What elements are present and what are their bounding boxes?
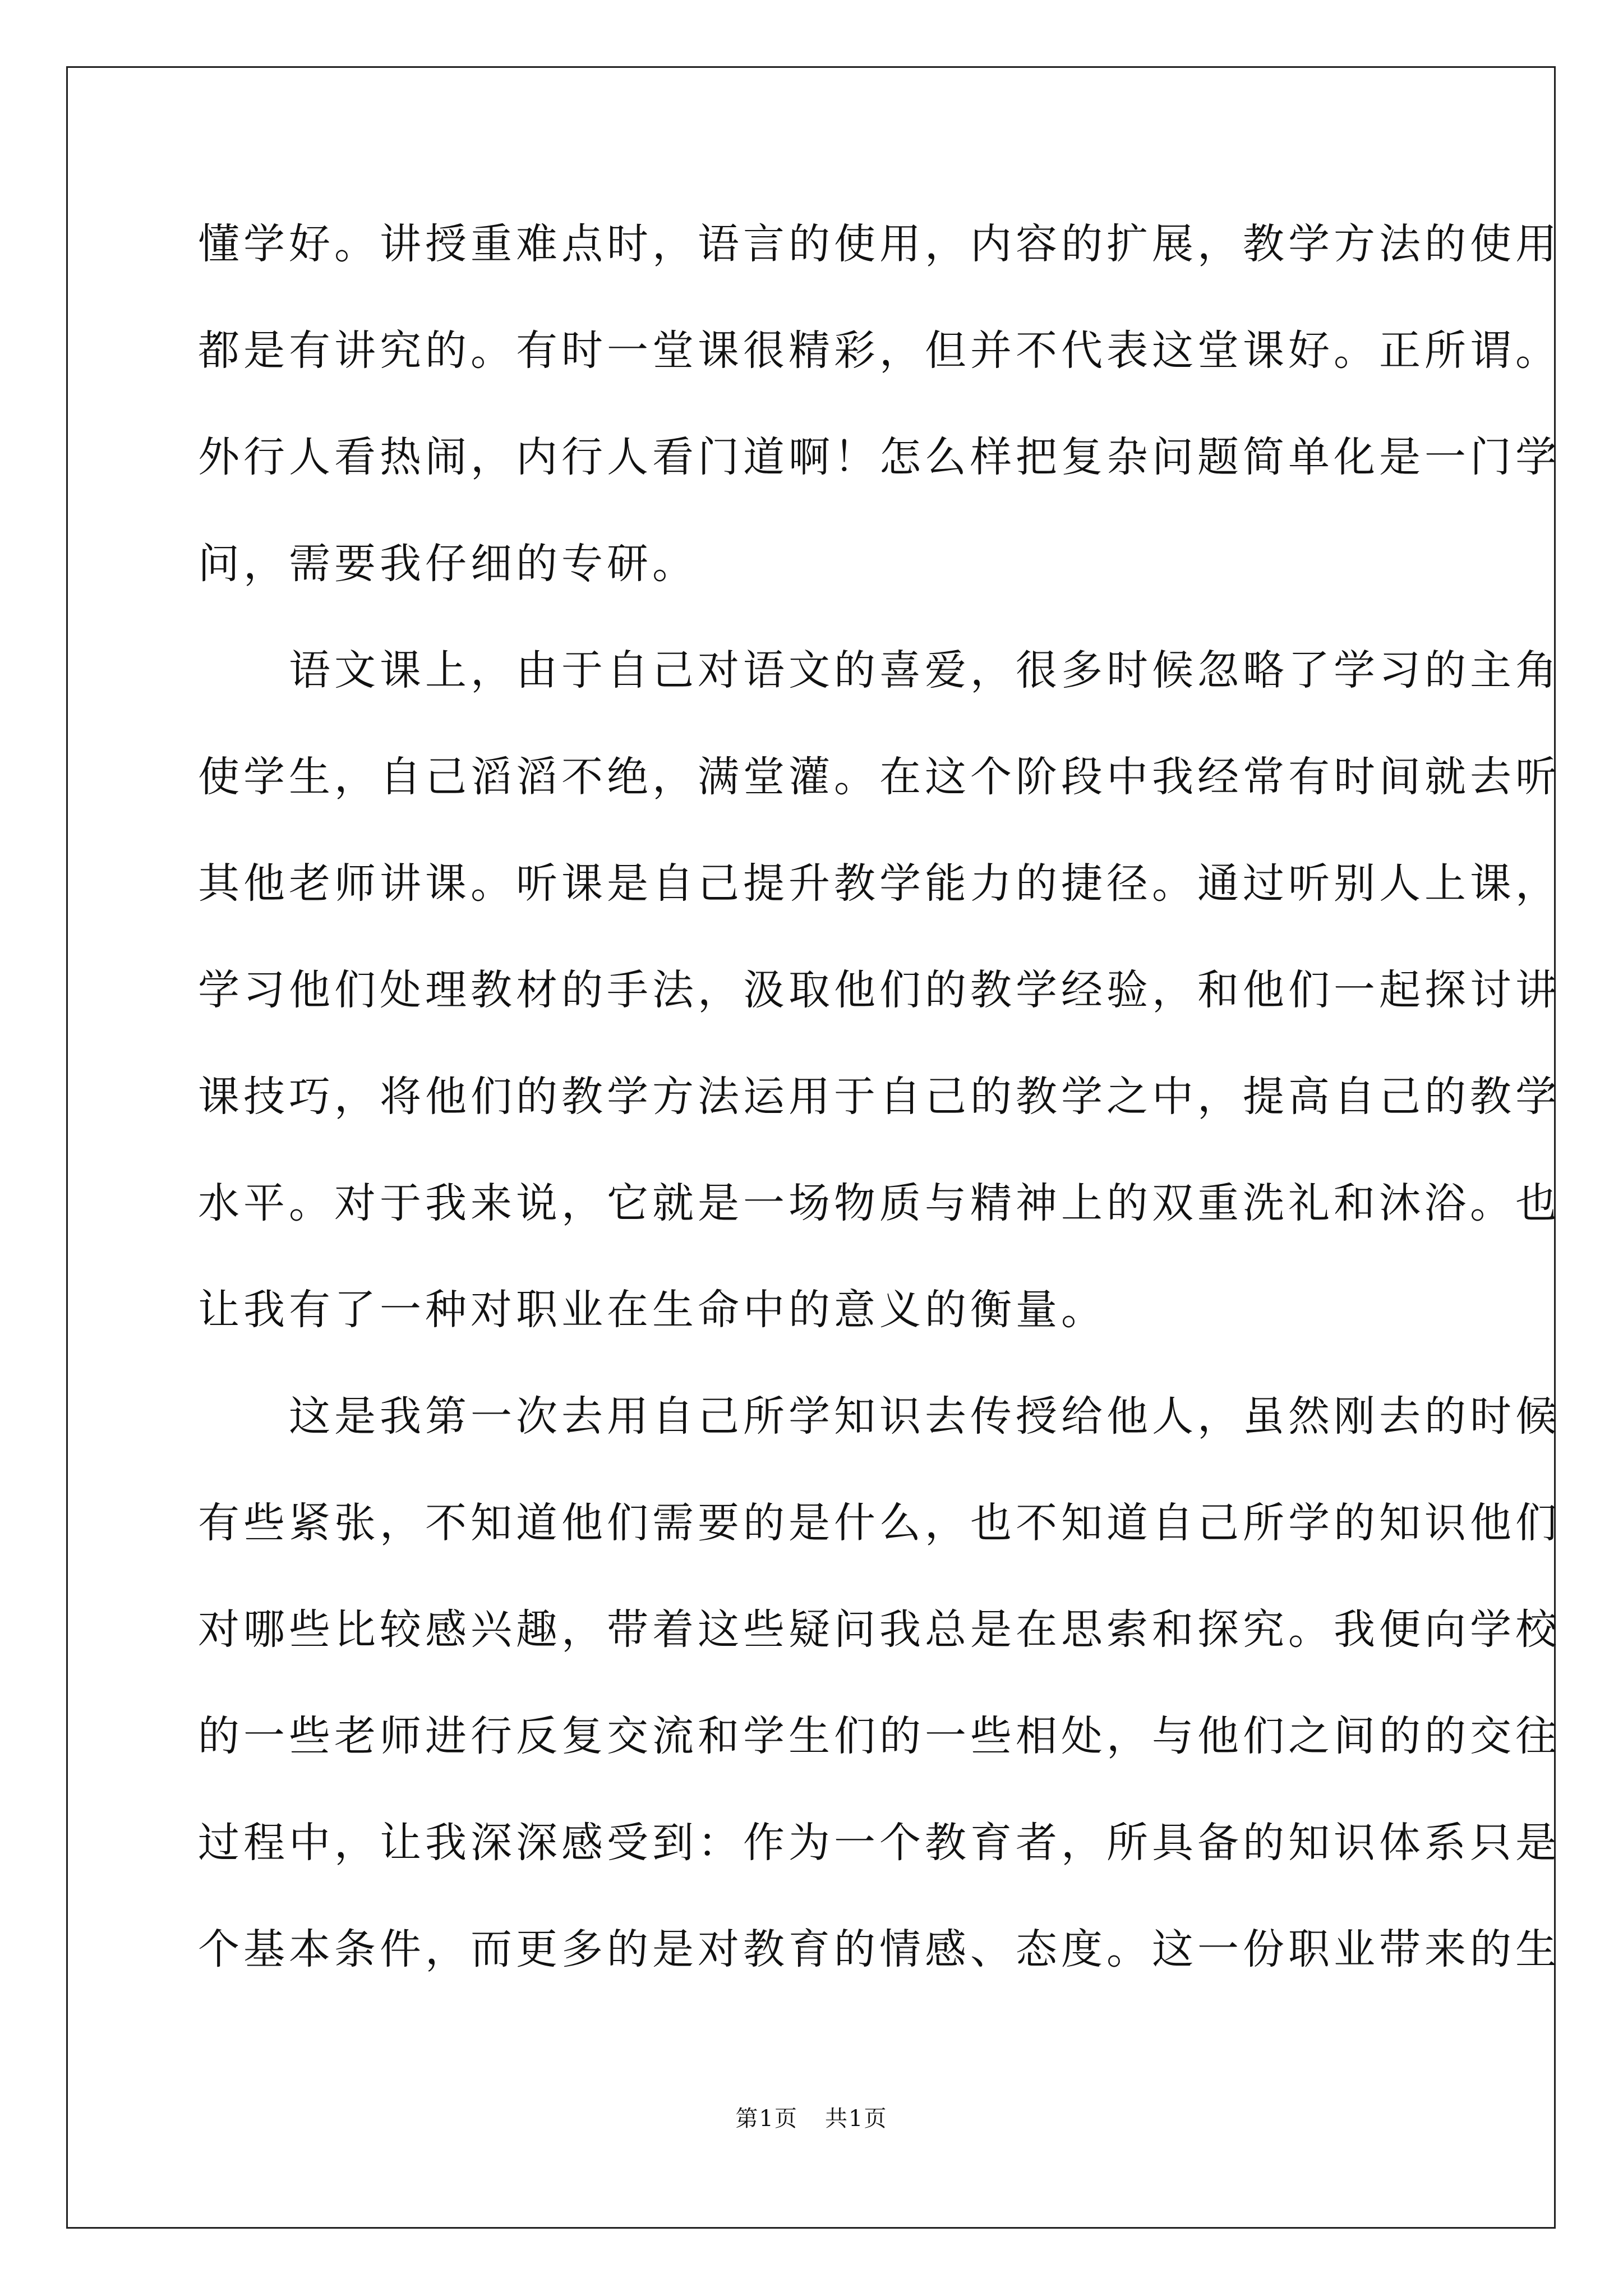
page-total: 共1页 (825, 2106, 888, 2132)
text-line: 水平。对于我来说，它就是一场物质与精神上的双重洗礼和沐浴。也 (198, 1179, 1561, 1227)
text-line: 其他老师讲课。听课是自己提升教学能力的捷径。通过听别人上课， (198, 859, 1561, 908)
text-line: 问，需要我仔细的专研。 (198, 540, 698, 588)
text-line: 懂学好。讲授重难点时，语言的使用，内容的扩展，教学方法的使用 (198, 220, 1561, 268)
text-line: 个基本条件，而更多的是对教育的情感、态度。这一份职业带来的生 (198, 1925, 1561, 1973)
text-line: 对哪些比较感兴趣，带着这些疑问我总是在思索和探究。我便向学校 (198, 1605, 1561, 1654)
text-line: 都是有讲究的。有时一堂课很精彩，但并不代表这堂课好。正所谓。 (198, 326, 1561, 375)
text-line: 过程中，让我深深感受到：作为一个教育者，所具备的知识体系只是 (198, 1819, 1561, 1867)
page-footer (0, 2101, 1623, 2133)
text-line: 外行人看热闹，内行人看门道啊！怎么样把复杂问题简单化是一门学 (198, 433, 1561, 481)
text-line: 让我有了一种对职业在生命中的意义的衡量。 (198, 1286, 1106, 1334)
text-line: 这是我第一次去用自己所学知识去传授给他人，虽然刚去的时候 (198, 1392, 1561, 1441)
text-line: 语文课上，由于自己对语文的喜爱，很多时候忽略了学习的主角 (198, 646, 1561, 694)
page-number: 第1页 (735, 2106, 798, 2132)
text-line: 课技巧，将他们的教学方法运用于自己的教学之中，提高自己的教学 (198, 1073, 1561, 1121)
text-line: 的一些老师进行反复交流和学生们的一些相处，与他们之间的的交往 (198, 1712, 1561, 1760)
text-line: 使学生，自己滔滔不绝，满堂灌。在这个阶段中我经常有时间就去听 (198, 753, 1561, 801)
text-line: 有些紧张，不知道他们需要的是什么，也不知道自己所学的知识他们 (198, 1499, 1561, 1547)
text-line: 学习他们处理教材的手法，汲取他们的教学经验，和他们一起探讨讲 (198, 966, 1561, 1014)
document-body (198, 191, 1561, 2003)
